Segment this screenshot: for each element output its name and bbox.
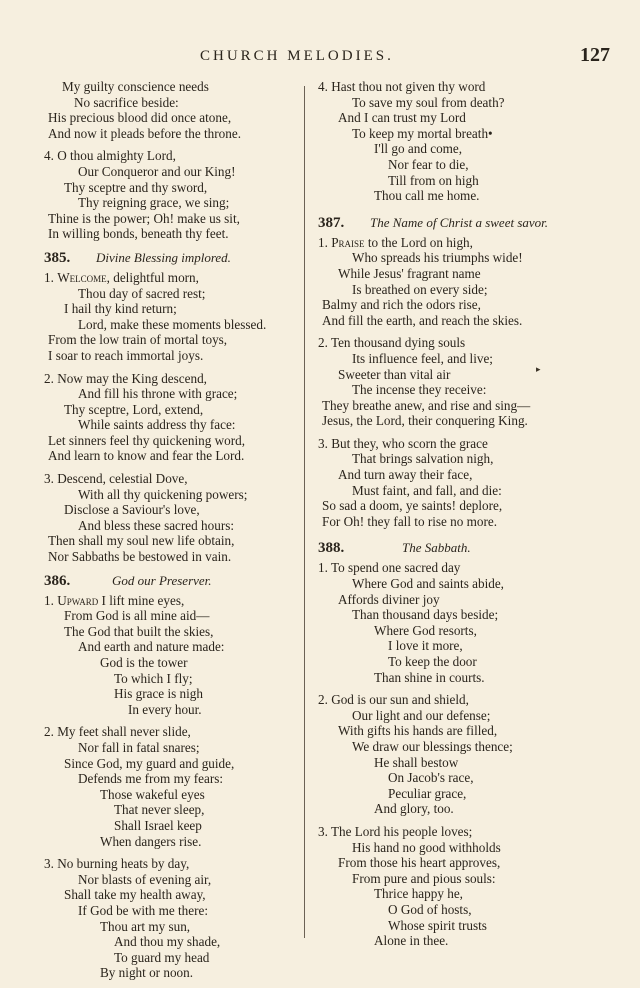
verse-number: 1. — [44, 269, 58, 285]
verse-line: O God of hosts, — [388, 901, 472, 917]
verse-line: 2. God is our sun and shield, — [318, 692, 469, 708]
verse-line: Thou art my sun, — [100, 918, 191, 934]
verse-line: 3. The Lord his people loves; — [318, 823, 473, 839]
verse-line: Thy sceptre, Lord, extend, — [64, 401, 204, 417]
verse-line: When dangers rise. — [100, 833, 202, 849]
verse-line: Jesus, the Lord, their conquering King. — [322, 413, 528, 429]
first-line-rest: I lift mine eyes, — [98, 592, 185, 608]
verse-line: While Jesus' fragrant name — [338, 265, 481, 281]
verse-line: I love it more, — [388, 638, 463, 654]
verse-line: To save my soul from death? — [352, 94, 505, 110]
verse-line: With gifts his hands are filled, — [338, 723, 498, 739]
verse — [44, 371, 304, 465]
verse-line: Sweeter than vital air — [338, 366, 451, 382]
hymn-number: 385. — [44, 249, 71, 266]
hymn-heading — [318, 214, 578, 230]
hymn-title: The Name of Christ a sweet savor. — [370, 214, 549, 230]
verse-line: To which I fly; — [114, 670, 193, 686]
verse — [318, 436, 578, 530]
verse-line: 4. O thou almighty Lord, — [44, 148, 176, 164]
verse-line: I hail thy kind return; — [64, 301, 177, 317]
running-title: CHURCH MELODIES. — [200, 48, 394, 64]
verse-line: God is the tower — [100, 655, 188, 670]
verse-line: My guilty conscience needs — [62, 79, 209, 94]
verse-line: So sad a doom, ye saints! deplore, — [322, 498, 503, 514]
verse-line: If God be with me there: — [78, 902, 209, 918]
verse-line: And earth and nature made: — [78, 639, 225, 655]
verse-line: The incense they receive: — [352, 382, 487, 398]
verse-line: We draw our blessings thence; — [352, 738, 513, 754]
verse-line: And turn away their face, — [338, 467, 473, 483]
hymn-heading — [44, 249, 304, 265]
verse — [44, 148, 304, 242]
verse — [44, 856, 304, 981]
verse — [318, 692, 578, 817]
verse-line: Must faint, and fall, and die: — [352, 482, 502, 498]
verse-line: His grace is nigh — [114, 686, 203, 702]
verse-line: Shall Israel keep — [114, 817, 202, 833]
verse-line: Let sinners feel thy quickening word, — [48, 432, 246, 448]
verse — [318, 335, 578, 429]
verse-line: He shall bestow — [374, 754, 459, 770]
verse-line: Thy sceptre and thy sword, — [64, 179, 208, 195]
verse-line: 3. But they, who scorn the grace — [318, 435, 488, 451]
verse — [44, 270, 304, 364]
verse-number: 1. — [44, 592, 58, 608]
verse-line: From pure and pious souls: — [352, 870, 496, 886]
verse-line: That brings salvation nigh, — [352, 451, 494, 467]
verse-line: His hand no good withholds — [352, 839, 501, 855]
continued-verse — [318, 79, 578, 204]
verse-line: Those wakeful eyes — [100, 786, 205, 802]
verse-line: Whose spirit trusts — [388, 917, 487, 933]
verse-line: Thou call me home. — [374, 188, 480, 204]
verse — [44, 593, 304, 718]
hymn-heading — [318, 539, 578, 555]
verse-line: Nor fear to die, — [388, 156, 469, 172]
verse-line: The God that built the skies, — [64, 623, 214, 639]
hymn-number: 387. — [318, 214, 345, 231]
verse-line: And now it pleads before the throne. — [48, 125, 241, 141]
hymn-title: The Sabbath. — [402, 540, 471, 556]
first-word: Praise — [331, 234, 365, 250]
verse-line: Nor blasts of evening air, — [78, 871, 212, 887]
verse-line: Thrice happy he, — [374, 886, 463, 902]
verse-line: And learn to know and fear the Lord. — [48, 448, 245, 464]
verse-line: I soar to reach immortal joys. — [48, 347, 204, 363]
verse — [318, 560, 578, 685]
verse-line: Disclose a Saviour's love, — [64, 502, 200, 518]
verse-line: And bless these sacred hours: — [78, 517, 235, 533]
verse-line: 3. No burning heats by day, — [44, 856, 190, 872]
left-column — [44, 79, 304, 988]
verse-first-line — [318, 235, 578, 251]
verse-line: Peculiar grace, — [388, 785, 467, 801]
verse-line: No sacrifice beside: — [74, 94, 179, 110]
column-divider — [304, 86, 305, 938]
verse-line: 2. Now may the King descend, — [44, 370, 207, 386]
verse-line: From the low train of mortal toys, — [48, 332, 228, 348]
verse-line: To guard my head — [114, 949, 210, 965]
verse-line: And fill the earth, and reach the skies. — [322, 312, 523, 328]
verse-line: With all thy quickening powers; — [78, 486, 248, 502]
verse-number: 1. — [318, 234, 332, 250]
running-header — [40, 44, 610, 70]
verse-line: Our light and our defense; — [352, 707, 491, 723]
verse-line: Alone in thee. — [374, 933, 449, 949]
verse-line: Nor Sabbaths be bestowed in vain. — [48, 549, 232, 565]
verse-line: In willing bonds, beneath thy feet. — [48, 226, 229, 242]
verse-line: Who spreads his triumphs wide! — [352, 250, 523, 266]
print-mark: ▸ — [536, 365, 541, 375]
first-line-rest: , delightful morn, — [106, 269, 199, 285]
verse-line: By night or noon. — [100, 965, 194, 981]
verse-line: On Jacob's race, — [388, 770, 474, 786]
verse-line: Is breathed on every side; — [352, 281, 488, 297]
verse-line: Till from on high — [388, 172, 479, 188]
verse-line: Than thousand days beside; — [352, 607, 499, 623]
verse-line: That never sleep, — [114, 802, 205, 818]
verse-line: Our Conqueror and our King! — [78, 163, 236, 179]
verse-line: 4. Hast thou not given thy word — [318, 79, 486, 94]
verse — [44, 471, 304, 565]
verse-line: 2. Ten thousand dying souls — [318, 335, 466, 351]
hymn-number: 388. — [318, 540, 345, 557]
verse-first-line — [44, 593, 304, 609]
verse-line: In every hour. — [128, 701, 202, 717]
verse-line: Since God, my guard and guide, — [64, 755, 235, 771]
verse-line: Balmy and rich the odors rise, — [322, 297, 481, 313]
verse-line: Affords diviner joy — [338, 591, 440, 607]
verse-line: Lord, make these moments blessed. — [78, 316, 267, 332]
verse-line: 2. My feet shall never slide, — [44, 724, 191, 740]
verse-line: To keep my mortal breath• — [352, 125, 493, 141]
verse-line: Thy reigning grace, we sing; — [78, 195, 230, 211]
verse-line: 1. To spend one sacred day — [318, 560, 461, 576]
verse-line: To keep the door — [388, 654, 477, 669]
verse-line: 3. Descend, celestial Dove, — [44, 471, 188, 487]
hymn-title: God our Preserver. — [112, 572, 212, 588]
first-word: Upward — [57, 592, 99, 608]
first-word: Welcome — [57, 269, 107, 285]
verse-line: Nor fall in fatal snares; — [78, 739, 200, 755]
verse-line: And I can trust my Lord — [338, 110, 466, 126]
page-number: 127 — [580, 44, 610, 66]
verse-line: From God is all mine aid— — [64, 608, 210, 624]
verse-line: Its influence feel, and live; — [352, 350, 493, 366]
verse-line: Where God resorts, — [374, 622, 477, 638]
first-line-rest: to the Lord on high, — [364, 234, 473, 250]
verse-line: From those his heart approves, — [338, 855, 501, 871]
verse-line: His precious blood did once atone, — [48, 110, 232, 126]
verse-line: For Oh! they fall to rise no more. — [322, 513, 498, 529]
verse-line: And fill his throne with grace; — [78, 386, 238, 402]
verse — [318, 235, 578, 329]
continued-verse — [44, 79, 304, 141]
verse-line: Than shine in courts. — [374, 669, 485, 685]
hymn-number: 386. — [44, 572, 71, 589]
verse-line: Shall take my health away, — [64, 887, 206, 903]
verse-line: And glory, too. — [374, 801, 454, 817]
verse-line: Thine is the power; Oh! make us sit, — [48, 210, 240, 226]
verse-line: Then shall my soul new life obtain, — [48, 533, 235, 549]
hymn-heading — [44, 572, 304, 588]
verse-line: While saints address thy face: — [78, 417, 236, 433]
verse — [318, 824, 578, 949]
verse-line: Thou day of sacred rest; — [78, 285, 206, 301]
verse-line: Where God and saints abide, — [352, 576, 504, 592]
verse-line: Defends me from my fears: — [78, 771, 224, 787]
verse — [44, 724, 304, 849]
verse-line: And thou my shade, — [114, 934, 221, 950]
verse-first-line — [44, 270, 304, 286]
verse-line: They breathe anew, and rise and sing— — [322, 397, 531, 413]
right-column — [318, 79, 578, 956]
verse-line: I'll go and come, — [374, 141, 463, 157]
hymn-title: Divine Blessing implored. — [96, 249, 231, 265]
